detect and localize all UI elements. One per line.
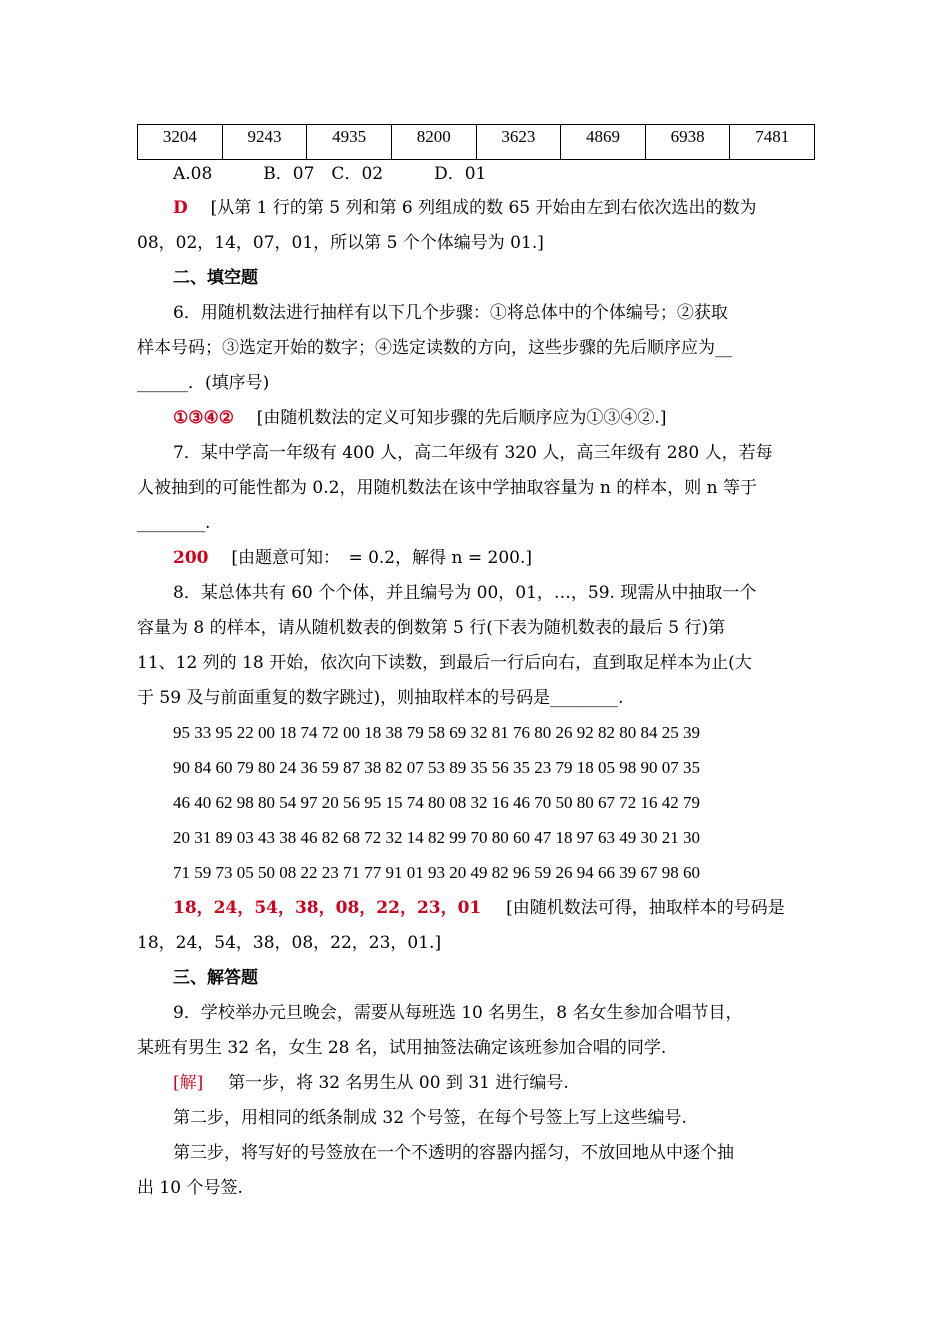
table-cell: 3623: [476, 125, 561, 160]
q9-solution-step-3a: 第三步，将写好的号签放在一个不透明的容器内摇匀，不放回地从中逐个抽: [173, 1143, 734, 1163]
random-row-3: 46 40 62 98 80 54 97 20 56 95 15 74 80 08 32 16 46 70 50 80 67 72 16 42 79: [173, 793, 700, 812]
table-cell: 4935: [307, 125, 392, 160]
table-cell: 4869: [561, 125, 646, 160]
q9-solution-step-3b: 出 10 个号签.: [137, 1178, 243, 1198]
q9-line-1: 9．学校举办元旦晚会，需要从每班选 10 名男生，8 名女生参加合唱节目，: [173, 1003, 743, 1023]
section-heading-solutions: 三、解答题: [173, 968, 258, 988]
document-page: [137, 124, 815, 1198]
q6-line-2: 样本号码；③选定开始的数字；④选定读数的方向，这些步骤的先后顺序应为__: [137, 338, 732, 358]
q8-line-4: 于 59 及与前面重复的数字跳过)，则抽取样本的号码是________.: [137, 688, 624, 708]
q5-answer-line: [137, 196, 757, 220]
q7-line-3: ________.: [137, 513, 211, 533]
q6-line-1: 6．用随机数法进行抽样有以下几个步骤：①将总体中的个体编号；②获取: [173, 303, 728, 323]
random-row-2: 90 84 60 79 80 24 36 59 87 38 82 07 53 89 35 56 35 23 79 18 05 98 90 07 35: [173, 758, 700, 777]
q7-line-1: 7．某中学高一年级有 400 人，高二年级有 320 人，高三年级有 280 人，若每: [173, 443, 773, 463]
q7-answer: 200: [173, 548, 209, 568]
q9-solution-step-1: 第一步，将 32 名男生从 00 到 31 进行编号.: [228, 1073, 569, 1093]
q6-line-3: ______．(填序号): [137, 373, 270, 393]
table-cell: 9243: [222, 125, 307, 160]
q7-explain: [由题意可知： = 0.2，解得 n = 200.]: [231, 548, 533, 568]
q6-explain: [由随机数法的定义可知步骤的先后顺序应为①③④②.]: [256, 408, 667, 428]
q5-explain-1: [从第 1 行的第 5 列和第 6 列组成的数 65 开始由左到右依次选出的数为: [210, 198, 757, 218]
q8-answer-line: [137, 896, 785, 920]
solution-tag: [解]: [173, 1073, 204, 1093]
table-row: [138, 125, 815, 160]
q7-line-2: 人被抽到的可能性都为 0.2，用随机数法在该中学抽取容量为 n 的样本，则 n 等于: [137, 478, 757, 498]
q8-explain-2: 18，24，54，38，08，22，23，01.]: [137, 933, 442, 953]
random-row-1: 95 33 95 22 00 18 74 72 00 18 38 79 58 69 32 81 76 80 26 92 82 80 84 25 39: [173, 723, 700, 742]
q8-line-2: 容量为 8 的样本，请从随机数表的倒数第 5 行(下表为随机数表的最后 5 行)第: [137, 618, 726, 638]
q5-answer: D: [173, 198, 188, 218]
q8-line-1: 8．某总体共有 60 个个体，并且编号为 00，01，…，59. 现需从中抽取一个: [173, 583, 757, 603]
q9-solution-step-2: 第二步，用相同的纸条制成 32 个号签，在每个号签上写上这些编号.: [173, 1108, 687, 1128]
q6-answer-line: [137, 406, 666, 430]
q9-solution-line-1: [137, 1071, 569, 1095]
q8-answer: 18，24，54，38，08，22，23，01: [173, 898, 482, 918]
q5-options: A.08 B．07 C．02 D．01: [173, 164, 487, 184]
q6-answer: ①③④②: [173, 408, 234, 428]
table-cell: 3204: [138, 125, 223, 160]
table-cell: 7481: [730, 125, 815, 160]
random-number-table: [137, 124, 815, 160]
table-cell: 8200: [391, 125, 476, 160]
table-cell: 6938: [645, 125, 730, 160]
random-row-5: 71 59 73 05 50 08 22 23 71 77 91 01 93 20 49 82 96 59 26 94 66 39 67 98 60: [173, 863, 700, 882]
random-row-4: 20 31 89 03 43 38 46 82 68 72 32 14 82 99 70 80 60 47 18 97 63 49 30 21 30: [173, 828, 700, 847]
q8-explain-1: [由随机数法可得，抽取样本的号码是: [506, 898, 785, 918]
q7-answer-line: [137, 546, 532, 570]
section-heading-fill-blank: 二、填空题: [173, 268, 258, 288]
q8-line-3: 11、12 列的 18 开始，依次向下读数，到最后一行后向右，直到取足样本为止(大: [137, 653, 752, 673]
q5-explain-2: 08，02，14，07，01，所以第 5 个个体编号为 01.]: [137, 233, 544, 253]
q9-line-2: 某班有男生 32 名，女生 28 名，试用抽签法确定该班参加合唱的同学.: [137, 1038, 667, 1058]
